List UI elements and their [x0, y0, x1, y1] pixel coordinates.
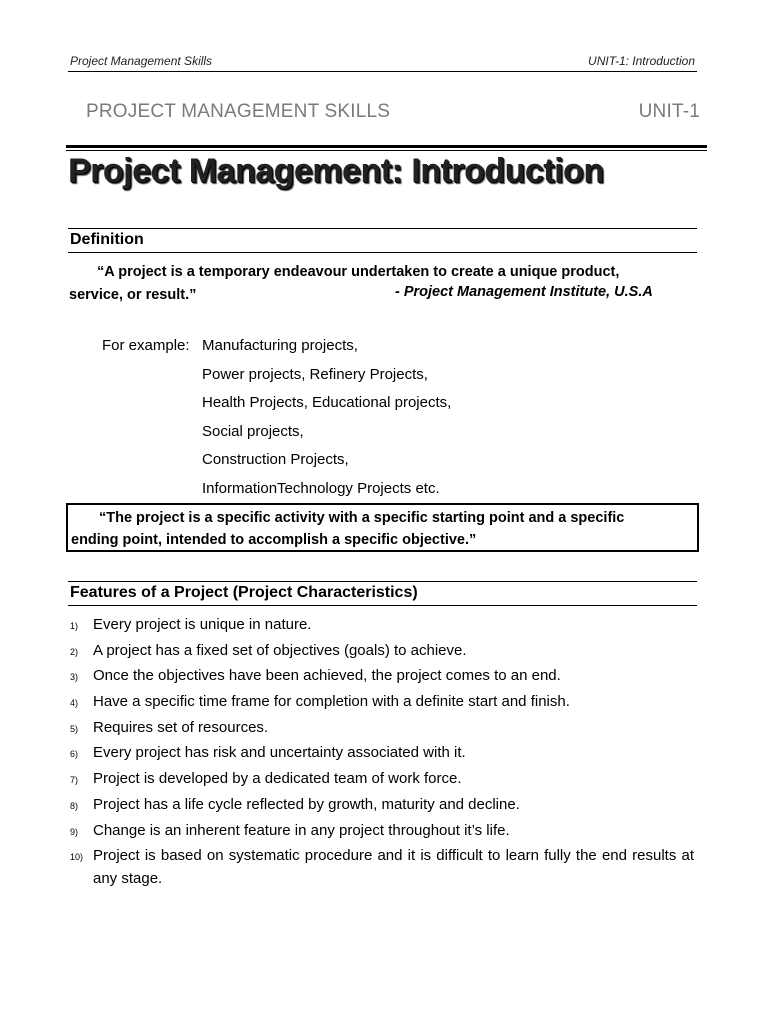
running-header-left: Project Management Skills — [70, 54, 213, 68]
boxed-quote — [66, 503, 699, 552]
section-heading-definition: Definition — [68, 228, 697, 253]
definition-quote-line1: “A project is a temporary endeavour undertaken to create a unique product, — [97, 264, 620, 280]
running-header-right: UNIT-1: Introduction — [588, 54, 695, 68]
list-item-text: Every project has risk and uncertainty associated with it. — [93, 744, 466, 762]
list-item-number: 9) — [70, 826, 79, 837]
list-item-text: Every project is unique in nature. — [93, 616, 312, 633]
list-item — [70, 664, 694, 687]
banner-course-title: PROJECT MANAGEMENT SKILLS — [86, 101, 391, 122]
list-item — [70, 793, 694, 816]
list-item — [70, 716, 694, 739]
list-item-text: Requires set of resources. — [93, 718, 269, 736]
example-item: Manufacturing projects, — [202, 337, 358, 354]
example-item: InformationTechnology Projects etc. — [202, 479, 440, 497]
list-item-number: 10) — [70, 852, 84, 863]
list-item-text: Have a specific time frame for completion with a definite start and finish. — [93, 693, 570, 711]
definition-quote-line2: service, or result.” — [69, 287, 197, 303]
list-item-number: 7) — [70, 775, 79, 786]
list-item-number: 1) — [70, 621, 79, 631]
boxed-quote-line1: “The project is a specific activity with a specific starting point and a specific — [99, 510, 625, 526]
boxed-quote-line2: ending point, intended to accomplish a specific objective.” — [71, 532, 477, 548]
list-item-text: Change is an inherent feature in any project throughout it’s life. — [93, 821, 510, 839]
example-item: Health Projects, Educational projects, — [202, 394, 452, 411]
list-item-number: 6) — [70, 749, 79, 760]
unit-banner — [86, 101, 700, 123]
list-item — [70, 613, 694, 636]
list-item-text: Once the objectives have been achieved, the project comes to an end. — [93, 667, 561, 685]
example-item: Social projects, — [202, 422, 304, 440]
title-divider-thick — [66, 145, 707, 148]
examples-list — [102, 332, 451, 503]
list-item-text: Project is developed by a dedicated team of work force. — [93, 770, 462, 788]
list-item-text: Project is based on systematic procedure and it is difficult to learn fully the end results at any stage. — [93, 847, 694, 888]
features-list — [70, 613, 694, 893]
list-item-number: 8) — [70, 800, 79, 811]
page-title: Project Management: Introduction — [68, 152, 604, 190]
list-item-number: 3) — [70, 672, 79, 683]
example-item: Construction Projects, — [202, 451, 349, 468]
list-item-number: 2) — [70, 646, 79, 657]
list-item — [70, 741, 694, 764]
definition-attribution: - Project Management Institute, U.S.A — [395, 284, 653, 300]
list-item-text: A project has a fixed set of objectives (goals) to achieve. — [93, 641, 467, 659]
header-divider — [68, 71, 697, 72]
list-item — [70, 690, 694, 713]
list-item — [70, 767, 694, 790]
section-heading-features: Features of a Project (Project Characteristics) — [68, 581, 697, 606]
list-item — [70, 639, 694, 662]
list-item — [70, 819, 694, 842]
list-item-text: Project has a life cycle reflected by growth, maturity and decline. — [93, 795, 520, 813]
banner-unit-label: UNIT-1 — [638, 101, 700, 122]
list-item-number: 5) — [70, 723, 79, 734]
example-item: Power projects, Refinery Projects, — [202, 365, 428, 383]
running-header — [70, 54, 695, 68]
list-item-number: 4) — [70, 698, 79, 709]
examples-lead: For example: — [102, 337, 190, 354]
list-item — [70, 844, 694, 890]
title-divider-thin — [66, 150, 707, 151]
